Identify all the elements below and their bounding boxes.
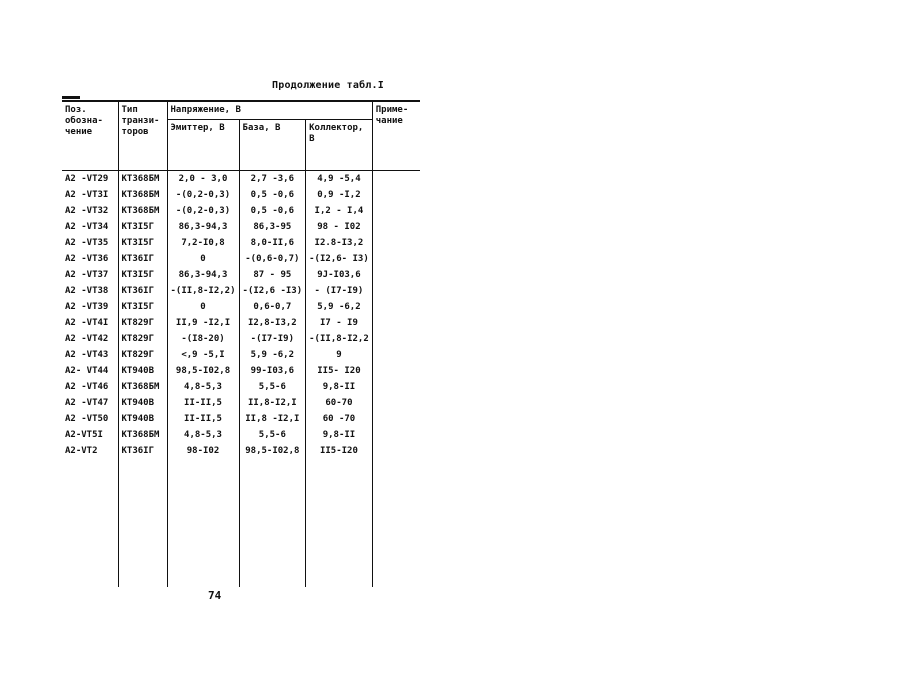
cell-position: A2-VT5I: [62, 427, 118, 443]
empty-cell: [118, 459, 167, 587]
cell-transistor-type: КТ3I5Г: [118, 267, 167, 283]
cell-transistor-type: КТ940В: [118, 411, 167, 427]
cell-emitter-voltage: 0: [167, 299, 239, 315]
cell-base-voltage: -(I7-I9): [239, 331, 306, 347]
cell-base-voltage: 87 - 95: [239, 267, 306, 283]
empty-cell: [372, 459, 420, 587]
empty-cell: [167, 459, 239, 587]
cell-emitter-voltage: 4,8-5,3: [167, 427, 239, 443]
cell-transistor-type: КТ829Г: [118, 315, 167, 331]
cell-position: A2 -VT42: [62, 331, 118, 347]
cell-position: A2 -VT34: [62, 219, 118, 235]
cell-emitter-voltage: 7,2-I0,8: [167, 235, 239, 251]
transistor-voltage-table: [62, 100, 420, 587]
table-row: [62, 363, 420, 379]
cell-transistor-type: КТ368БМ: [118, 427, 167, 443]
cell-note: [372, 235, 420, 251]
cell-collector-voltage: 0,9 -I,2: [306, 187, 373, 203]
cell-base-voltage: 99-I03,6: [239, 363, 306, 379]
cell-emitter-voltage: 86,3-94,3: [167, 267, 239, 283]
cell-note: [372, 267, 420, 283]
cell-base-voltage: 5,5-6: [239, 427, 306, 443]
table-row: [62, 395, 420, 411]
cell-emitter-voltage: <,9 -5,I: [167, 347, 239, 363]
cell-emitter-voltage: II,9 -I2,I: [167, 315, 239, 331]
cell-note: [372, 315, 420, 331]
cell-position: A2 -VT32: [62, 203, 118, 219]
header-collector: Коллектор, В: [306, 120, 373, 171]
cell-position: A2 -VT36: [62, 251, 118, 267]
cell-position: A2 -VT3I: [62, 187, 118, 203]
cell-collector-voltage: I2.8-I3,2: [306, 235, 373, 251]
cell-base-voltage: 98,5-I02,8: [239, 443, 306, 459]
cell-position: A2 -VT29: [62, 171, 118, 188]
cell-collector-voltage: II5- I20: [306, 363, 373, 379]
cell-position: A2 -VT46: [62, 379, 118, 395]
cell-base-voltage: 86,3-95: [239, 219, 306, 235]
cell-emitter-voltage: -(0,2-0,3): [167, 203, 239, 219]
cell-transistor-type: КТ368БМ: [118, 379, 167, 395]
cell-collector-voltage: I7 - I9: [306, 315, 373, 331]
cell-base-voltage: -(I2,6 -I3): [239, 283, 306, 299]
cell-note: [372, 411, 420, 427]
cell-transistor-type: КТ368БМ: [118, 203, 167, 219]
cell-position: A2 -VT47: [62, 395, 118, 411]
cell-transistor-type: КТ368БМ: [118, 187, 167, 203]
table-row: [62, 187, 420, 203]
cell-collector-voltage: 9J-I03,6: [306, 267, 373, 283]
table-row: [62, 251, 420, 267]
table-row: [62, 411, 420, 427]
cell-collector-voltage: 98 - I02: [306, 219, 373, 235]
cell-position: A2 -VT38: [62, 283, 118, 299]
cell-collector-voltage: -(II,8-I2,2: [306, 331, 373, 347]
cell-note: [372, 363, 420, 379]
cell-transistor-type: КТ829Г: [118, 331, 167, 347]
cell-collector-voltage: - (I7-I9): [306, 283, 373, 299]
cell-note: [372, 283, 420, 299]
cell-position: A2 -VT35: [62, 235, 118, 251]
cell-position: A2 -VT39: [62, 299, 118, 315]
cell-transistor-type: КТ368БМ: [118, 171, 167, 188]
cell-collector-voltage: -(I2,6- I3): [306, 251, 373, 267]
cell-collector-voltage: 9: [306, 347, 373, 363]
table-row: [62, 379, 420, 395]
cell-collector-voltage: 9,8-II: [306, 427, 373, 443]
cell-transistor-type: КТ829Г: [118, 347, 167, 363]
cell-emitter-voltage: -(I8-20): [167, 331, 239, 347]
header-emitter: Эмиттер, В: [167, 120, 239, 171]
cell-base-voltage: 0,6-0,7: [239, 299, 306, 315]
cell-base-voltage: 5,9 -6,2: [239, 347, 306, 363]
header-transistor-type: Тип транзи- торов: [118, 101, 167, 171]
empty-cell: [239, 459, 306, 587]
cell-note: [372, 395, 420, 411]
table-row: [62, 267, 420, 283]
cell-transistor-type: КТ940В: [118, 363, 167, 379]
table-row: [62, 171, 420, 188]
cell-collector-voltage: 60-70: [306, 395, 373, 411]
cell-note: [372, 379, 420, 395]
table-row: [62, 331, 420, 347]
cell-emitter-voltage: II-II,5: [167, 395, 239, 411]
cell-emitter-voltage: 4,8-5,3: [167, 379, 239, 395]
table-row: [62, 315, 420, 331]
empty-cell: [62, 459, 118, 587]
cell-note: [372, 443, 420, 459]
cell-emitter-voltage: 98,5-I02,8: [167, 363, 239, 379]
cell-base-voltage: 2,7 -3,6: [239, 171, 306, 188]
table-row: [62, 203, 420, 219]
cell-collector-voltage: I,2 - I,4: [306, 203, 373, 219]
cell-note: [372, 347, 420, 363]
page-number: 74: [208, 589, 222, 602]
table-row: [62, 299, 420, 315]
scan-mark: [62, 96, 80, 99]
cell-note: [372, 331, 420, 347]
cell-emitter-voltage: -(II,8-I2,2): [167, 283, 239, 299]
cell-base-voltage: I2,8-I3,2: [239, 315, 306, 331]
cell-position: A2 -VT50: [62, 411, 118, 427]
cell-note: [372, 427, 420, 443]
cell-note: [372, 171, 420, 188]
cell-collector-voltage: 5,9 -6,2: [306, 299, 373, 315]
table-body: [62, 171, 420, 588]
cell-note: [372, 251, 420, 267]
cell-base-voltage: 0,5 -0,6: [239, 203, 306, 219]
cell-base-voltage: II,8-I2,I: [239, 395, 306, 411]
cell-emitter-voltage: 86,3-94,3: [167, 219, 239, 235]
header-voltage-group: Напряжение, В: [167, 101, 372, 120]
cell-transistor-type: КТ36IГ: [118, 443, 167, 459]
cell-emitter-voltage: -(0,2-0,3): [167, 187, 239, 203]
table-row: [62, 235, 420, 251]
cell-base-voltage: -(0,6-0,7): [239, 251, 306, 267]
cell-transistor-type: КТ36IГ: [118, 251, 167, 267]
cell-emitter-voltage: 2,0 - 3,0: [167, 171, 239, 188]
cell-position: A2-VT2: [62, 443, 118, 459]
transistor-voltage-table-wrapper: [62, 100, 420, 587]
table-row: [62, 443, 420, 459]
table-row: [62, 219, 420, 235]
cell-transistor-type: КТ940В: [118, 395, 167, 411]
cell-note: [372, 203, 420, 219]
cell-note: [372, 219, 420, 235]
table-continuation-caption: Продолжение табл.I: [272, 80, 384, 91]
header-base: База, В: [239, 120, 306, 171]
table-row: [62, 427, 420, 443]
table-row: [62, 283, 420, 299]
table-row: [62, 347, 420, 363]
cell-base-voltage: 8,0-II,6: [239, 235, 306, 251]
cell-transistor-type: КТ3I5Г: [118, 299, 167, 315]
cell-collector-voltage: 60 -70: [306, 411, 373, 427]
cell-collector-voltage: 9,8-II: [306, 379, 373, 395]
cell-position: A2 -VT4I: [62, 315, 118, 331]
cell-note: [372, 299, 420, 315]
cell-position: A2 -VT43: [62, 347, 118, 363]
cell-note: [372, 187, 420, 203]
header-position: Поз. обозна- чение: [62, 101, 118, 171]
cell-emitter-voltage: 0: [167, 251, 239, 267]
cell-base-voltage: II,8 -I2,I: [239, 411, 306, 427]
cell-position: A2 -VT37: [62, 267, 118, 283]
cell-transistor-type: КТ3I5Г: [118, 235, 167, 251]
cell-emitter-voltage: II-II,5: [167, 411, 239, 427]
table-empty-space: [62, 459, 420, 587]
empty-cell: [306, 459, 373, 587]
cell-transistor-type: КТ3I5Г: [118, 219, 167, 235]
cell-collector-voltage: II5-I20: [306, 443, 373, 459]
cell-emitter-voltage: 98-I02: [167, 443, 239, 459]
cell-base-voltage: 0,5 -0,6: [239, 187, 306, 203]
cell-collector-voltage: 4,9 -5,4: [306, 171, 373, 188]
header-note: Приме- чание: [372, 101, 420, 171]
cell-transistor-type: КТ36IГ: [118, 283, 167, 299]
cell-base-voltage: 5,5-6: [239, 379, 306, 395]
cell-position: A2- VT44: [62, 363, 118, 379]
